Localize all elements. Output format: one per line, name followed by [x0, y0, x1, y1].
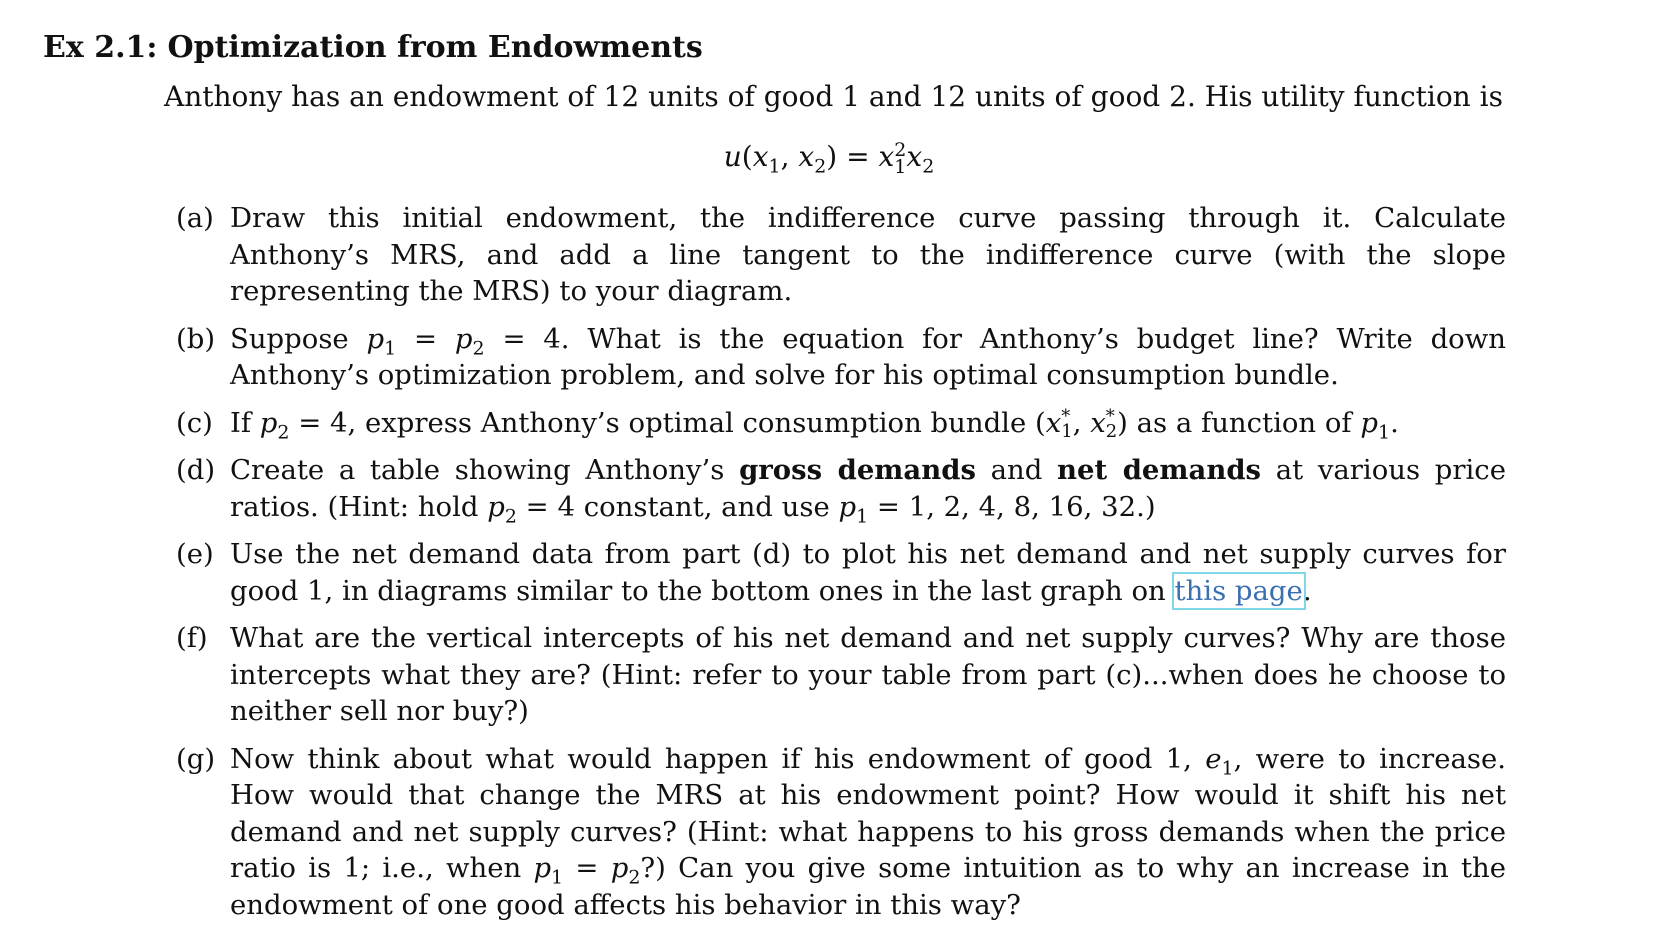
question-label: (a) [176, 202, 214, 234]
question-a [176, 200, 1506, 310]
question-label: (c) [176, 406, 213, 439]
exercise-heading: Optimization from Endowments [167, 30, 703, 65]
bold-term: gross demands [739, 454, 976, 486]
question-b [176, 321, 1506, 394]
intro-paragraph: Anthony has an endowment of 12 units of good 1 and 12 units of good 2. His utility function is [164, 80, 1503, 113]
utility-equation: $u(x_1$, $x_2) = x$ 2 1 $x_2$ [723, 138, 935, 178]
question-g [176, 741, 1506, 924]
question-d [176, 452, 1506, 525]
question-f [176, 620, 1506, 730]
question-label: (b) [176, 322, 216, 355]
question-label: (d) [176, 454, 216, 486]
question-text: What are the vertical intercepts of his net demand and net supply curves? Why are those intercepts what they are? (Hint: refer to your table from part (c)...when does he choose to neither sell nor buy?) [230, 622, 1506, 727]
exercise-title [43, 30, 703, 65]
question-e [176, 536, 1506, 609]
question-c [176, 405, 1506, 442]
question-text: Suppose $p_1 = p_2 = 4$. What is the equation for Anthony’s budget line? Write down Anthony’s optimization problem, and solve for his optimal consumption bundle. [230, 322, 1506, 391]
question-text: Create a table showing Anthony’s gross demands and net demands at various price ratios. (Hint: hold $p_2 = 4$ constant, and use $p_1 = 1$, 2, 4, 8, 16, 32.) [230, 454, 1506, 527]
this-page-link[interactable]: this page [1174, 574, 1303, 607]
question-text: Now think about what would happen if his endowment of good 1, $e_1$, were to increase. How would that change the MRS at his endowment point? How would it shift his net demand and net supply curves? (Hint: what happens to his gross demands when the price ratio is 1; i.e., when $p_1$ = $p_2$?) Can you give some intuition as to why an increase in the endowment of one good affects his behavior in this way? [230, 742, 1506, 921]
question-label: (e) [176, 538, 214, 570]
bold-term: net demands [1057, 454, 1262, 486]
question-label: (f) [176, 622, 208, 654]
question-text: Use the net demand data from part (d) to plot his net demand and net supply curves for good 1, in diagrams similar to the bottom ones in the last graph on this page. [230, 538, 1506, 607]
question-text: Draw this initial endowment, the indifference curve passing through it. Calculate Anthony’s MRS, and add a line tangent to the indifference curve (with the slope representing the MRS) to your diagram. [230, 202, 1506, 307]
question-label: (g) [176, 742, 216, 775]
question-list [176, 200, 1506, 934]
question-text: If $p_2 = 4$, express Anthony’s optimal consumption bundle (x * 1 , x * 2 ) as a function of $p_1$. [230, 406, 1399, 443]
exercise-number: Ex 2.1: [43, 30, 158, 65]
